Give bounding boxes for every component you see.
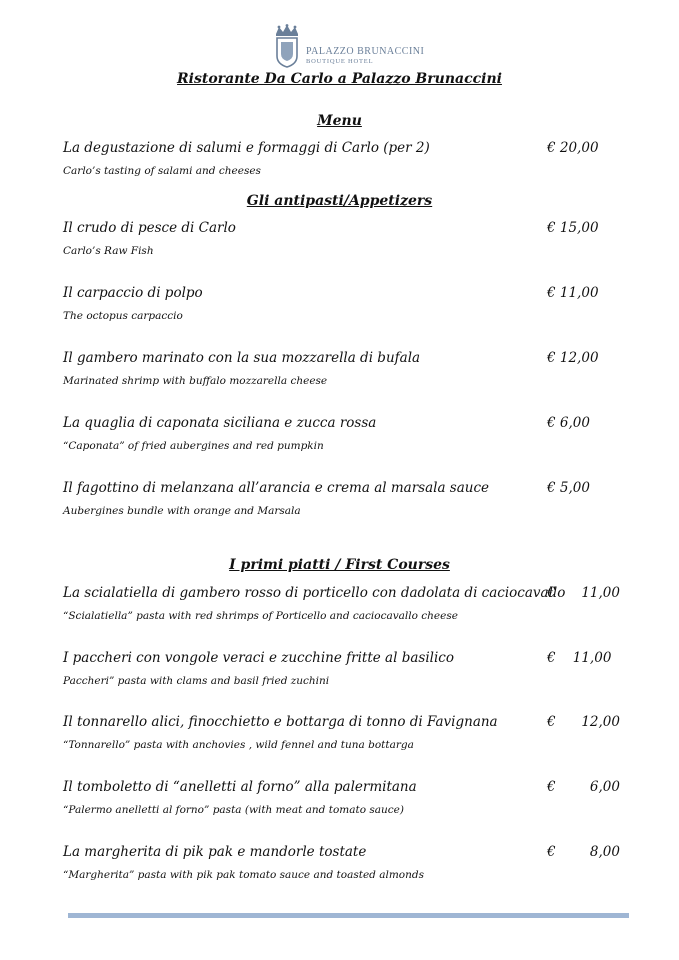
item-description: “Caponata” of fried aubergines and red pumpkin [63, 440, 324, 452]
item-name: La scialatiella di gambero rosso di porticello con dadolata di caciocavallo [63, 585, 566, 601]
item-price: € 6,00 [547, 779, 620, 795]
item-price: € 12,00 [547, 714, 620, 730]
menu-item [63, 585, 623, 621]
item-name: La degustazione di salumi e formaggi di Carlo (per 2) [63, 140, 430, 156]
item-name: La quaglia di caponata siciliana e zucca rossa [63, 415, 377, 431]
item-description: Marinated shrimp with buffalo mozzarella cheese [63, 375, 328, 387]
item-price: € 6,00 [547, 415, 590, 431]
menu-title: Menu [317, 113, 362, 129]
logo-subtitle: BOUTIQUE HOTEL [306, 58, 374, 65]
item-description: Aubergines bundle with orange and Marsala [63, 505, 301, 517]
footer-rule [68, 913, 629, 918]
item-description: “Margherita” pasta with pik pak tomato sauce and toasted almonds [63, 869, 424, 881]
item-price: € 15,00 [547, 220, 599, 236]
item-price: € 11,00 [547, 585, 620, 601]
item-description: “Palermo anelletti al forno” pasta (with meat and tomato sauce) [63, 804, 404, 816]
menu-item [63, 714, 623, 750]
item-price: € 12,00 [547, 350, 599, 366]
menu-item [63, 140, 623, 176]
menu-item [63, 220, 623, 256]
menu-item [63, 415, 623, 451]
item-description: Carlo’s tasting of salami and cheeses [63, 165, 261, 177]
item-name: La margherita di pik pak e mandorle tostate [63, 844, 367, 860]
item-name: I paccheri con vongole veraci e zucchine fritte al basilico [63, 650, 454, 666]
menu-item [63, 844, 623, 880]
item-description: The octopus carpaccio [63, 310, 183, 322]
item-price: € 8,00 [547, 844, 620, 860]
section-title-first-courses: I primi piatti / First Courses [229, 557, 450, 573]
item-name: Il crudo di pesce di Carlo [63, 220, 236, 236]
menu-item [63, 350, 623, 386]
item-description: “Scialatiella” pasta with red shrimps of Porticello and caciocavallo cheese [63, 610, 458, 622]
logo-name: PALAZZO BRUNACCINI [306, 46, 425, 57]
menu-item [63, 779, 623, 815]
menu-item [63, 285, 623, 321]
item-price: € 11,00 [547, 285, 599, 301]
item-name: Il tomboletto di “anelletti al forno” alla palermitana [63, 779, 417, 795]
item-price: € 11,00 [547, 650, 612, 666]
item-description: Carlo’s Raw Fish [63, 245, 154, 257]
item-price: € 5,00 [547, 480, 590, 496]
item-description: Paccheri” pasta with clams and basil fried zuchini [63, 675, 330, 687]
hotel-logo [272, 24, 425, 68]
menu-item [63, 480, 623, 516]
item-name: Il carpaccio di polpo [63, 285, 203, 301]
item-name: Il gambero marinato con la sua mozzarella di bufala [63, 350, 421, 366]
crown-crest-icon [272, 24, 302, 68]
restaurant-title: Ristorante Da Carlo a Palazzo Brunaccini [177, 71, 502, 87]
item-name: Il tonnarello alici, finocchietto e bottarga di tonno di Favignana [63, 714, 498, 730]
section-title-appetizers: Gli antipasti/Appetizers [246, 193, 433, 209]
item-price: € 20,00 [547, 140, 599, 156]
item-name: Il fagottino di melanzana all’arancia e crema al marsala sauce [63, 480, 490, 496]
menu-item [63, 650, 623, 686]
item-description: “Tonnarello” pasta with anchovies , wild fennel and tuna bottarga [63, 739, 414, 751]
